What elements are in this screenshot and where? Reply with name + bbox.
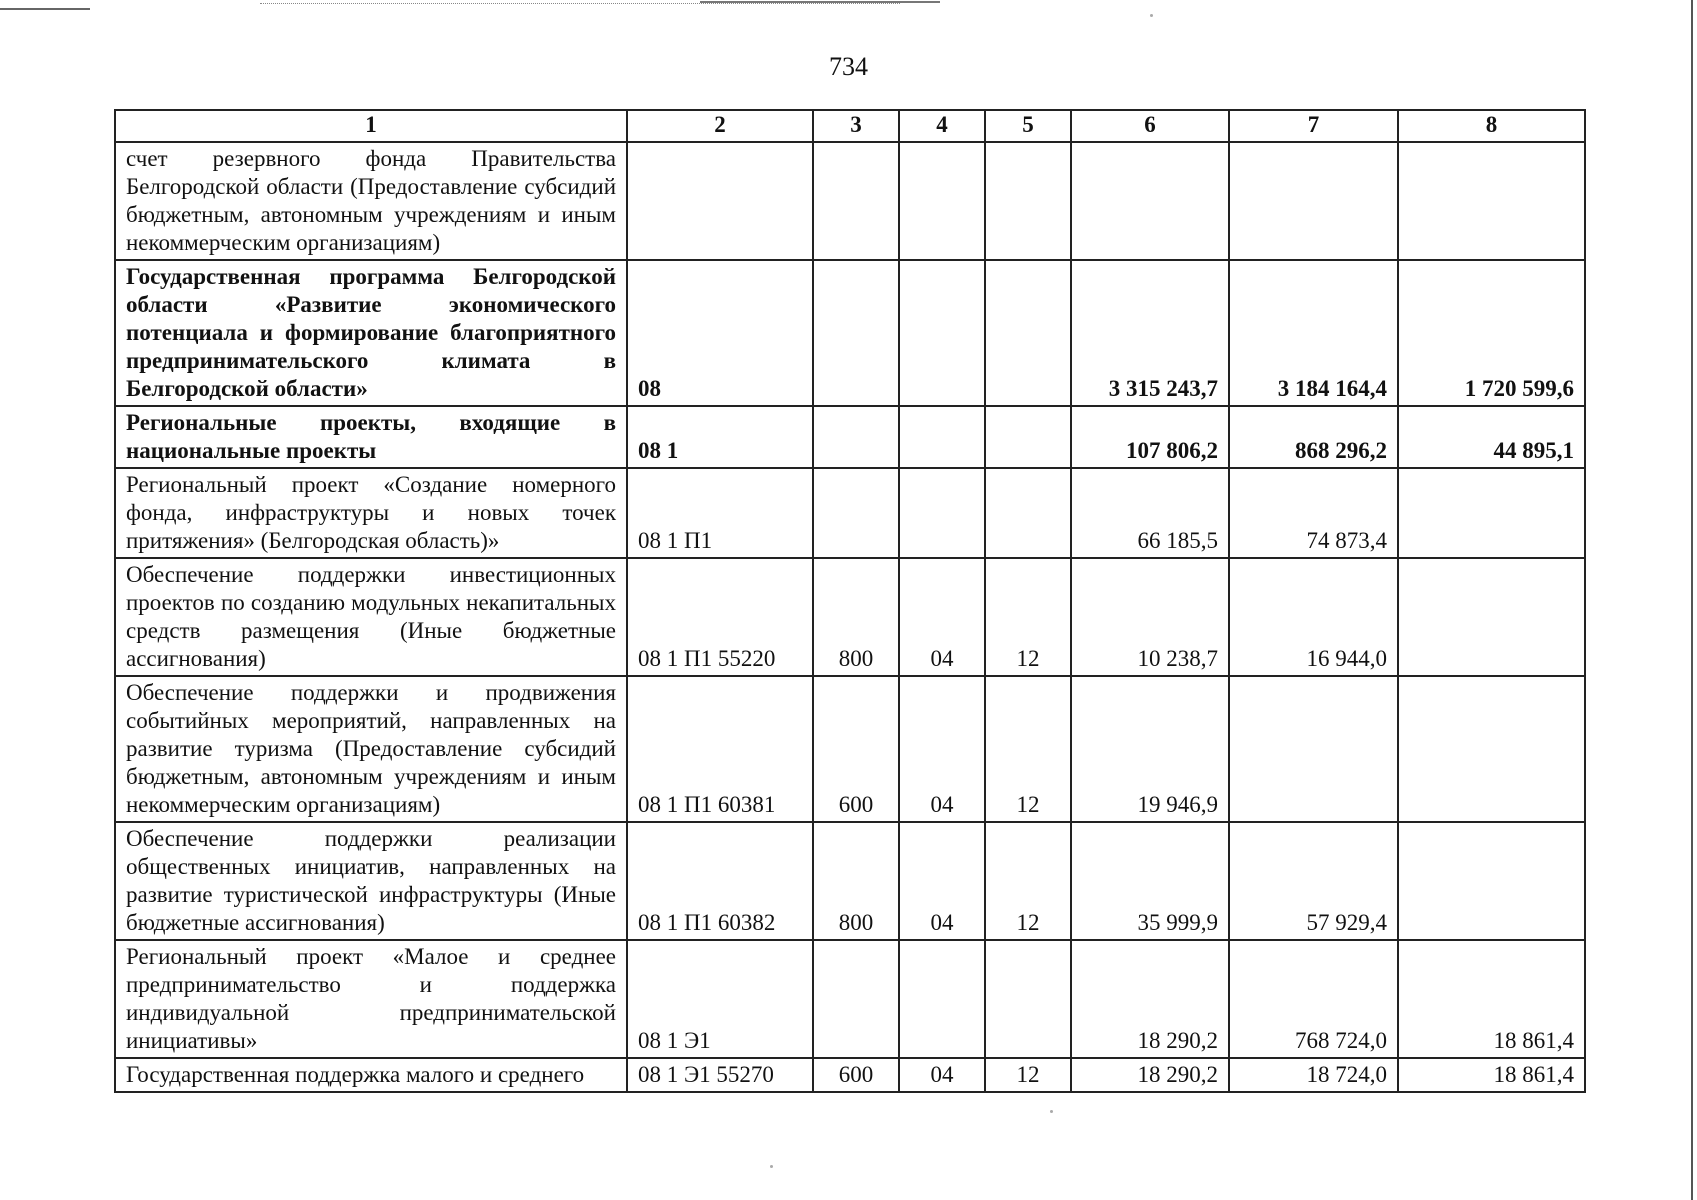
row-subsection <box>985 142 1071 260</box>
scan-artifact-line <box>700 1 940 3</box>
row-subsection: 12 <box>985 558 1071 676</box>
row-expense-type: 600 <box>813 1058 899 1092</box>
row-section <box>899 260 985 406</box>
row-section <box>899 940 985 1058</box>
row-description: счет резервного фонда Правительства Белгородской области (Предоставление субсидий бюджетным, автономным учреждениям и иным некоммерческим организациям) <box>115 142 627 260</box>
row-amount-col6: 18 290,2 <box>1071 1058 1229 1092</box>
column-header: 8 <box>1398 110 1585 142</box>
row-amount-col8: 1 720 599,6 <box>1398 260 1585 406</box>
table-body <box>115 142 1585 1092</box>
row-subsection: 12 <box>985 676 1071 822</box>
row-target-code: 08 1 П1 55220 <box>627 558 813 676</box>
table-row <box>115 468 1585 558</box>
row-target-code: 08 <box>627 260 813 406</box>
row-section: 04 <box>899 1058 985 1092</box>
table-row <box>115 822 1585 940</box>
row-amount-col8: 18 861,4 <box>1398 940 1585 1058</box>
row-expense-type: 800 <box>813 822 899 940</box>
row-expense-type <box>813 142 899 260</box>
table-header-row <box>115 110 1585 142</box>
table-row <box>115 406 1585 468</box>
row-amount-col7: 18 724,0 <box>1229 1058 1398 1092</box>
row-target-code: 08 1 П1 <box>627 468 813 558</box>
row-amount-col6: 18 290,2 <box>1071 940 1229 1058</box>
row-expense-type <box>813 940 899 1058</box>
column-header: 2 <box>627 110 813 142</box>
row-subsection: 12 <box>985 822 1071 940</box>
row-amount-col7: 16 944,0 <box>1229 558 1398 676</box>
row-amount-col6 <box>1071 142 1229 260</box>
scan-speck <box>770 1165 773 1168</box>
row-amount-col7: 57 929,4 <box>1229 822 1398 940</box>
row-amount-col7 <box>1229 676 1398 822</box>
row-expense-type <box>813 260 899 406</box>
table-row <box>115 676 1585 822</box>
table-row <box>115 142 1585 260</box>
row-amount-col8 <box>1398 468 1585 558</box>
row-subsection <box>985 940 1071 1058</box>
row-expense-type <box>813 406 899 468</box>
row-expense-type <box>813 468 899 558</box>
row-target-code: 08 1 Э1 <box>627 940 813 1058</box>
row-target-code <box>627 142 813 260</box>
row-subsection <box>985 406 1071 468</box>
row-description: Государственная программа Белгородской области «Развитие экономического потенциала и формирование благоприятного предпринимательского климата в Белгородской области» <box>115 260 627 406</box>
row-amount-col6: 19 946,9 <box>1071 676 1229 822</box>
scan-artifact-line <box>260 3 900 4</box>
row-amount-col6: 10 238,7 <box>1071 558 1229 676</box>
table-row <box>115 558 1585 676</box>
row-description: Региональные проекты, входящие в национальные проекты <box>115 406 627 468</box>
row-amount-col8 <box>1398 822 1585 940</box>
row-description: Обеспечение поддержки реализации общественных инициатив, направленных на развитие туристической инфраструктуры (Иные бюджетные ассигнования) <box>115 822 627 940</box>
row-amount-col7: 868 296,2 <box>1229 406 1398 468</box>
table-row <box>115 1058 1585 1092</box>
row-amount-col6: 3 315 243,7 <box>1071 260 1229 406</box>
row-expense-type: 600 <box>813 676 899 822</box>
row-description: Государственная поддержка малого и среднего <box>115 1058 627 1092</box>
row-amount-col6: 66 185,5 <box>1071 468 1229 558</box>
row-target-code: 08 1 П1 60381 <box>627 676 813 822</box>
column-header: 4 <box>899 110 985 142</box>
column-header: 5 <box>985 110 1071 142</box>
row-amount-col8 <box>1398 676 1585 822</box>
row-subsection: 12 <box>985 1058 1071 1092</box>
scan-speck <box>1150 14 1153 17</box>
row-amount-col8: 44 895,1 <box>1398 406 1585 468</box>
row-section: 04 <box>899 558 985 676</box>
budget-table <box>114 109 1586 1093</box>
row-expense-type: 800 <box>813 558 899 676</box>
row-description: Региональный проект «Создание номерного фонда, инфраструктуры и новых точек притяжения» (Белгородская область)» <box>115 468 627 558</box>
row-amount-col8 <box>1398 558 1585 676</box>
column-header: 3 <box>813 110 899 142</box>
scan-speck <box>1050 1110 1053 1113</box>
row-amount-col7: 74 873,4 <box>1229 468 1398 558</box>
row-amount-col7: 768 724,0 <box>1229 940 1398 1058</box>
row-section <box>899 468 985 558</box>
row-target-code: 08 1 <box>627 406 813 468</box>
row-description: Региональный проект «Малое и среднее предпринимательство и поддержка индивидуальной предпринимательской инициативы» <box>115 940 627 1058</box>
column-header: 7 <box>1229 110 1398 142</box>
row-section: 04 <box>899 676 985 822</box>
row-section <box>899 142 985 260</box>
scan-artifact-line <box>0 8 90 10</box>
row-amount-col6: 107 806,2 <box>1071 406 1229 468</box>
row-description: Обеспечение поддержки инвестиционных проектов по созданию модульных некапитальных средств размещения (Иные бюджетные ассигнования) <box>115 558 627 676</box>
row-target-code: 08 1 Э1 55270 <box>627 1058 813 1092</box>
column-header: 1 <box>115 110 627 142</box>
column-header: 6 <box>1071 110 1229 142</box>
table-row <box>115 940 1585 1058</box>
row-target-code: 08 1 П1 60382 <box>627 822 813 940</box>
row-section: 04 <box>899 822 985 940</box>
row-amount-col7 <box>1229 142 1398 260</box>
table-row <box>115 260 1585 406</box>
row-amount-col8 <box>1398 142 1585 260</box>
page-number: 734 <box>829 52 868 81</box>
row-subsection <box>985 260 1071 406</box>
row-amount-col7: 3 184 164,4 <box>1229 260 1398 406</box>
row-amount-col8: 18 861,4 <box>1398 1058 1585 1092</box>
row-section <box>899 406 985 468</box>
row-subsection <box>985 468 1071 558</box>
scan-page-edge <box>1691 0 1693 1200</box>
row-amount-col6: 35 999,9 <box>1071 822 1229 940</box>
row-description: Обеспечение поддержки и продвижения событийных мероприятий, направленных на развитие туризма (Предоставление субсидий бюджетным, автономным учреждениям и иным некоммерческим организациям) <box>115 676 627 822</box>
